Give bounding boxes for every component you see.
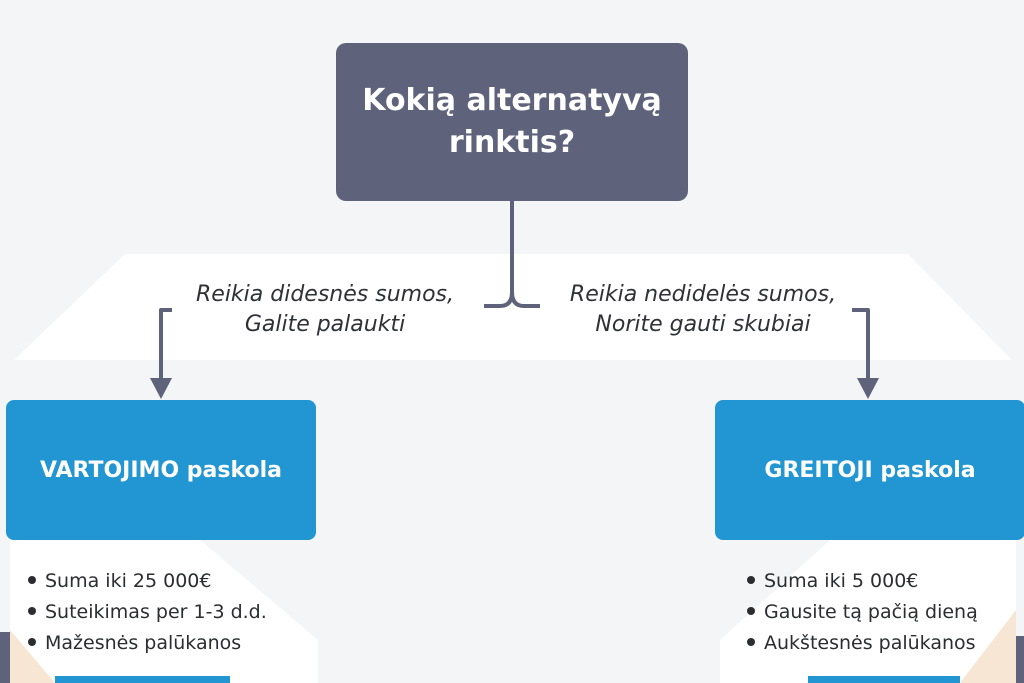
list-item-text: Suma iki 5 000€ [764, 570, 919, 592]
list-item-text: Suma iki 25 000€ [45, 570, 212, 592]
card-title-right: GREITOJI paskola [764, 457, 976, 483]
list-item [747, 628, 978, 659]
decor-shape-left-slate-inner [0, 632, 10, 683]
branch-label-left [160, 280, 490, 340]
list-item-text: Mažesnės palūkanos [45, 632, 242, 654]
branch-right-line-2: Norite gauti skubiai [595, 312, 811, 337]
list-item-text: Suteikimas per 1-3 d.d. [45, 601, 267, 623]
list-item [28, 597, 267, 628]
bullet-icon [747, 638, 755, 646]
card-header-left [6, 400, 316, 540]
list-item [28, 628, 267, 659]
branch-right-line-1: Reikia nedidelės sumos, [569, 282, 837, 307]
list-item [28, 566, 267, 597]
card-title-left: VARTOJIMO paskola [39, 457, 283, 483]
card-header-right [715, 400, 1024, 540]
card-list-right [747, 566, 978, 659]
bullet-icon [747, 607, 755, 615]
decor-shape-right-slate [1016, 636, 1024, 683]
question-box [336, 43, 688, 201]
question-line-1: Kokią alternatyvą [362, 83, 662, 118]
list-item-text: Aukštesnės palūkanos [764, 632, 976, 654]
decor-shape-left-blue-inner [55, 676, 230, 683]
decor-shape-right-blue [808, 676, 960, 683]
card-list-left [28, 566, 267, 659]
bullet-icon [747, 576, 755, 584]
arrow-head-right [857, 378, 879, 399]
list-item-text: Gausite tą pačią dieną [764, 601, 978, 623]
question-text [362, 80, 662, 164]
branch-left-line-1: Reikia didesnės sumos, [196, 282, 454, 307]
branch-label-right [538, 280, 868, 340]
arrow-head-left [150, 378, 172, 399]
list-item [747, 597, 978, 628]
branch-left-line-2: Galite palaukti [244, 312, 406, 337]
bullet-icon [28, 576, 36, 584]
list-item [747, 566, 978, 597]
bullet-icon [28, 638, 36, 646]
question-line-2: rinktis? [448, 125, 576, 160]
bullet-icon [28, 607, 36, 615]
